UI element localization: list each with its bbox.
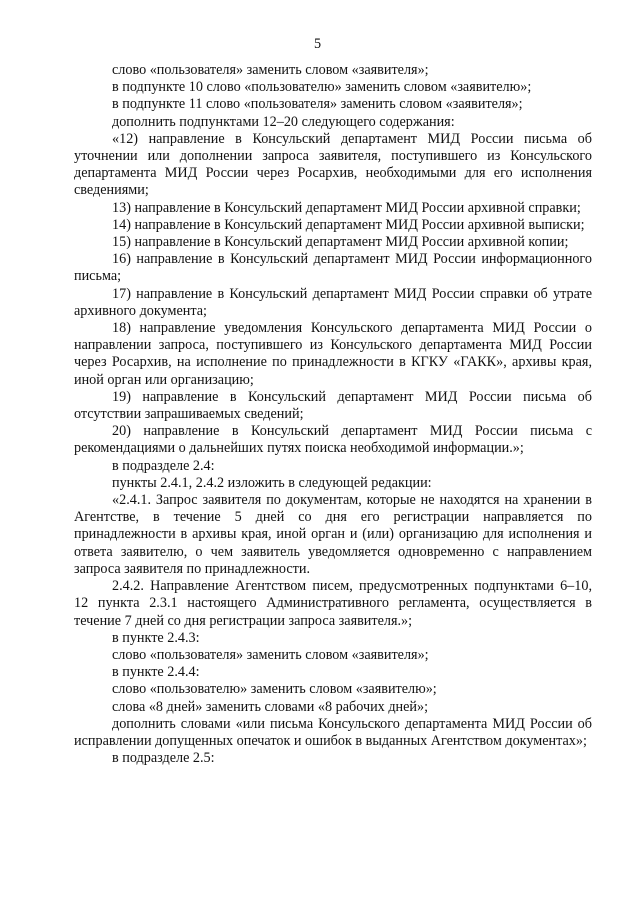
paragraph: 2.4.2. Направление Агентством писем, предусмотренных подпунктами 6–10, 12 пункта 2.3.1 настоящего Административного регламента, осуществляется в течение 7 дней со дня регистрации запроса заявителя.»; <box>74 578 592 629</box>
paragraph: 18) направление уведомления Консульского департамента МИД России о направлении запроса, поступившего из Консульского департамента МИД России через Росархив, на исполнение по принадлежности в КГКУ «ГАКК», архивы края, иной орган или организацию; <box>74 320 592 388</box>
paragraph: 14) направление в Консульский департамент МИД России архивной выписки; <box>112 216 585 233</box>
paragraph: 20) направление в Консульский департамент МИД России письма с рекомендациями о дальнейших путях поиска необходимой информации.»; <box>74 423 592 457</box>
paragraph: в пункте 2.4.4: <box>112 664 200 681</box>
paragraph: 15) направление в Консульский департамент МИД России архивной копии; <box>112 234 569 251</box>
paragraph: слово «пользователя» заменить словом «заявителя»; <box>112 646 429 663</box>
paragraph: 13) направление в Консульский департамент МИД России архивной справки; <box>112 199 581 216</box>
paragraph: 16) направление в Консульский департамент МИД России информационного письма; <box>74 251 592 285</box>
paragraph: слово «пользователю» заменить словом «заявителю»; <box>112 681 437 698</box>
page-number: 5 <box>313 36 322 52</box>
paragraph: дополнить подпунктами 12–20 следующего содержания: <box>112 113 455 130</box>
paragraph: «12) направление в Консульский департамент МИД России письма об уточнении или дополнении запроса заявителя, поступившего из Консульского департамента МИД России через Росархив, необходимыми для его исполнения сведениями; <box>74 130 592 199</box>
paragraph: слова «8 дней» заменить словами «8 рабочих дней»; <box>112 698 429 715</box>
paragraph: слово «пользователя» заменить словом «заявителя»; <box>112 62 429 78</box>
paragraph: 17) направление в Консульский департамент МИД России справки об утрате архивного документа; <box>74 285 592 319</box>
paragraph: в подразделе 2.4: <box>112 457 215 474</box>
paragraph: в пункте 2.4.3: <box>112 629 200 646</box>
paragraph: 19) направление в Консульский департамент МИД России письма об отсутствии запрашиваемых сведений; <box>74 388 592 423</box>
paragraph: в подпункте 11 слово «пользователя» заменить словом «заявителя»; <box>112 96 523 113</box>
paragraph: в подразделе 2.5: <box>112 750 215 767</box>
paragraph: пункты 2.4.1, 2.4.2 изложить в следующей редакции: <box>112 474 432 491</box>
paragraph: «2.4.1. Запрос заявителя по документам, которые не находятся на хранении в Агентстве, в течение 5 дней со дня его регистрации направляется по принадлежности в архивы края, иной орган и (или) организацию для исполнения и ответа заявителю, о чем заявитель уведомляется одновременно с направлением запроса заявителя по принадлежности. <box>74 492 592 577</box>
paragraph: в подпункте 10 слово «пользователю» заменить словом «заявителю»; <box>112 79 532 96</box>
paragraph: дополнить словами «или письма Консульского департамента МИД России об исправлении допущенных опечаток и ошибок в выданных Агентством документах»; <box>74 715 592 749</box>
document-body <box>74 62 592 767</box>
